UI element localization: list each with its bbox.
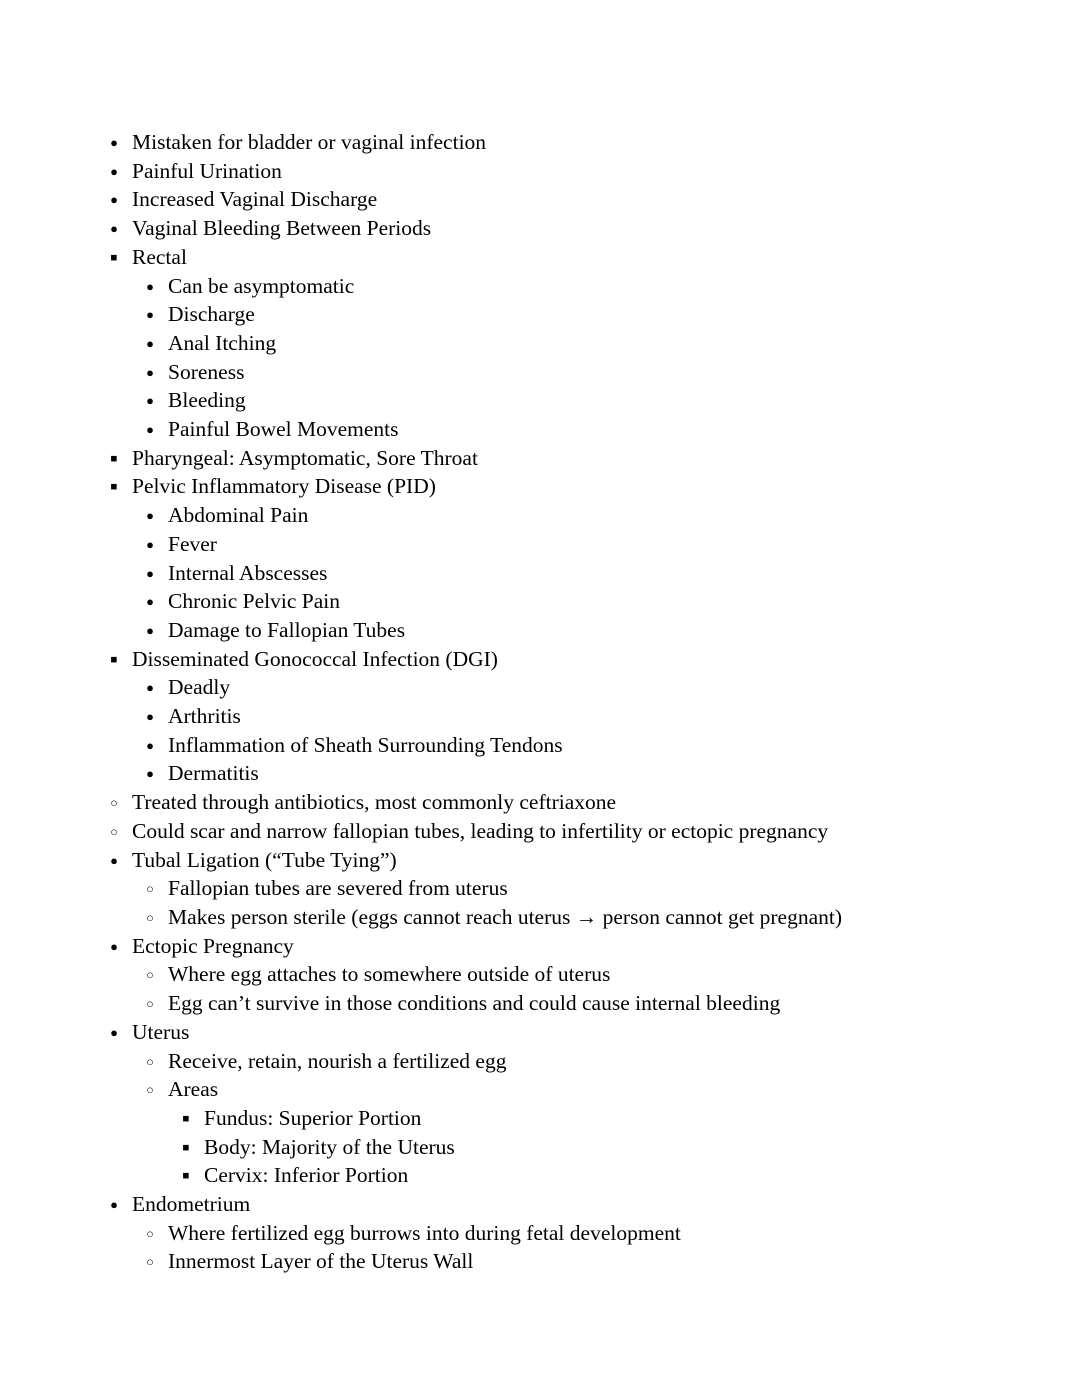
- circle-bullet-icon: [140, 1219, 160, 1250]
- outline-item-text: Mistaken for bladder or vaginal infection: [132, 130, 487, 154]
- disc-bullet-icon: [140, 616, 160, 647]
- outline-item-text: Treated through antibiotics, most commonly ceftriaxone: [132, 790, 617, 815]
- outline-sublist: [132, 673, 984, 788]
- disc-bullet-icon: [104, 846, 124, 877]
- outline-sublist: [132, 960, 984, 1017]
- outline-sublist: [132, 874, 984, 931]
- outline-item: [96, 444, 984, 473]
- outline-item: [96, 645, 984, 789]
- outline-item-text: Innermost Layer of the Uterus Wall: [168, 1249, 474, 1274]
- outline-item: [132, 1219, 984, 1248]
- outline-sublist: [96, 243, 984, 788]
- outline-item-text: Anal Itching: [168, 330, 277, 355]
- square-bullet-icon: [104, 472, 124, 504]
- disc-bullet-icon: [104, 214, 124, 245]
- outline-item-text: Chronic Pelvic Pain: [168, 589, 340, 614]
- outline-item: [96, 185, 984, 214]
- outline-item: [132, 559, 984, 588]
- outline-item-text: Pharyngeal: Asymptomatic, Sore Throat: [132, 445, 478, 470]
- circle-bullet-icon: [140, 1075, 160, 1106]
- outline-item-text: Deadly: [168, 675, 231, 700]
- outline-item-text: Uterus: [132, 1019, 190, 1044]
- outline-item-text: Body: Majority of the Uterus: [204, 1134, 455, 1159]
- outline-item-text: Damage to Fallopian Tubes: [168, 617, 406, 642]
- disc-bullet-icon: [104, 1018, 124, 1049]
- outline-item-text: Soreness: [168, 359, 245, 384]
- outline-sublist: [132, 1047, 984, 1191]
- disc-bullet-icon: [140, 731, 160, 762]
- outline-item-text: Pelvic Inflammatory Disease (PID): [132, 474, 436, 499]
- outline-item-text: Egg can’t survive in those conditions and could cause internal bleeding: [168, 991, 781, 1016]
- outline-item-text: Areas: [168, 1077, 219, 1102]
- outline-item-text: Where fertilized egg burrows into during fetal development: [168, 1220, 681, 1245]
- square-bullet-icon: [176, 1133, 196, 1165]
- outline-item: [96, 1018, 984, 1190]
- square-bullet-icon: [176, 1161, 196, 1193]
- disc-bullet-icon: [104, 1190, 124, 1221]
- outline-item-text: Discharge: [168, 302, 255, 327]
- outline-item: [96, 214, 984, 243]
- outline-item-text: Painful Bowel Movements: [168, 417, 399, 442]
- disc-bullet-icon: [140, 415, 160, 446]
- outline-sublist: [96, 788, 984, 845]
- outline-item: [132, 1075, 984, 1190]
- disc-bullet-icon: [104, 157, 124, 188]
- outline-item-text: Arthritis: [168, 704, 241, 729]
- outline-item-text: Fever: [168, 531, 217, 556]
- circle-bullet-icon: [140, 989, 160, 1020]
- outline-item: [132, 731, 984, 760]
- outline-list: [96, 128, 984, 1276]
- outline-item: [132, 386, 984, 415]
- outline-item-text: Increased Vaginal Discharge: [132, 187, 378, 212]
- circle-bullet-icon: [140, 1247, 160, 1278]
- outline-item: [132, 415, 984, 444]
- outline-item-text: Tubal Ligation (“Tube Tying”): [132, 847, 397, 872]
- outline-item-text: Where egg attaches to somewhere outside of uterus: [168, 962, 611, 987]
- outline-item: [132, 358, 984, 387]
- disc-bullet-icon: [140, 300, 160, 331]
- disc-bullet-icon: [140, 386, 160, 417]
- disc-bullet-icon: [140, 501, 160, 532]
- outline-item: [96, 128, 984, 157]
- outline-item: [132, 300, 984, 329]
- outline-item-text: Dermatitis: [168, 761, 259, 786]
- square-bullet-icon: [176, 1104, 196, 1136]
- disc-bullet-icon: [140, 329, 160, 360]
- outline-sublist: [132, 501, 984, 645]
- outline-item: [132, 673, 984, 702]
- outline-item-text: Can be asymptomatic: [168, 273, 355, 298]
- outline-item-text: Cervix: Inferior Portion: [204, 1163, 409, 1188]
- outline-item: [96, 846, 984, 932]
- disc-bullet-icon: [140, 702, 160, 733]
- outline-item: [132, 1047, 984, 1076]
- outline-item: [168, 1133, 984, 1162]
- disc-bullet-icon: [104, 932, 124, 963]
- outline-item-text: Could scar and narrow fallopian tubes, leading to infertility or ectopic pregnancy: [132, 818, 829, 843]
- outline-item-text: Painful Urination: [132, 158, 282, 183]
- disc-bullet-icon: [140, 272, 160, 303]
- square-bullet-icon: [104, 243, 124, 275]
- circle-bullet-icon: [104, 788, 124, 819]
- outline-item-text: Endometrium: [132, 1192, 251, 1217]
- outline-item: [168, 1161, 984, 1190]
- outline-item: [132, 759, 984, 788]
- circle-bullet-icon: [140, 1047, 160, 1078]
- outline-item: [132, 329, 984, 358]
- outline-item-text: Inflammation of Sheath Surrounding Tendons: [168, 732, 563, 757]
- outline-item-text: Abdominal Pain: [168, 503, 309, 528]
- outline-item-text: Bleeding: [168, 388, 246, 413]
- outline-item: [132, 501, 984, 530]
- circle-bullet-icon: [140, 903, 160, 934]
- disc-bullet-icon: [140, 759, 160, 790]
- circle-bullet-icon: [140, 874, 160, 905]
- outline-item: [132, 874, 984, 903]
- outline-item-text: Receive, retain, nourish a fertilized egg: [168, 1048, 507, 1073]
- disc-bullet-icon: [104, 128, 124, 159]
- outline-item: [132, 989, 984, 1018]
- square-bullet-icon: [104, 444, 124, 476]
- circle-bullet-icon: [104, 817, 124, 848]
- outline-item-text: Fundus: Superior Portion: [204, 1105, 422, 1130]
- disc-bullet-icon: [140, 673, 160, 704]
- disc-bullet-icon: [140, 358, 160, 389]
- outline-item-text: Makes person sterile (eggs cannot reach uterus → person cannot get pregnant): [168, 904, 843, 929]
- outline-item: [132, 587, 984, 616]
- outline-item: [96, 157, 984, 186]
- outline-item-text: Internal Abscesses: [168, 560, 328, 585]
- outline-sublist: [132, 272, 984, 444]
- outline-item: [132, 272, 984, 301]
- outline-item: [132, 702, 984, 731]
- disc-bullet-icon: [140, 587, 160, 618]
- outline-item-text: Fallopian tubes are severed from uterus: [168, 876, 508, 901]
- disc-bullet-icon: [140, 530, 160, 561]
- square-bullet-icon: [104, 645, 124, 677]
- outline-item: [96, 932, 984, 1018]
- outline-item: [132, 903, 984, 932]
- outline-sublist: [132, 1219, 984, 1276]
- outline-item: [96, 817, 984, 846]
- outline-item: [132, 530, 984, 559]
- outline-item: [96, 1190, 984, 1276]
- outline-item-text: Disseminated Gonococcal Infection (DGI): [132, 646, 498, 671]
- outline-item: [96, 472, 984, 644]
- outline-item-text: Ectopic Pregnancy: [132, 933, 294, 958]
- outline-item: [168, 1104, 984, 1133]
- disc-bullet-icon: [140, 559, 160, 590]
- outline-sublist: [168, 1104, 984, 1190]
- outline-item: [132, 1247, 984, 1276]
- outline-item: [132, 960, 984, 989]
- outline-item: [96, 788, 984, 817]
- outline-sublist: [96, 128, 984, 846]
- outline-item-text: Rectal: [132, 244, 187, 269]
- outline-item: [96, 243, 984, 444]
- outline-item-text: Vaginal Bleeding Between Periods: [132, 216, 432, 241]
- circle-bullet-icon: [140, 960, 160, 991]
- outline-item: [132, 616, 984, 645]
- disc-bullet-icon: [104, 185, 124, 216]
